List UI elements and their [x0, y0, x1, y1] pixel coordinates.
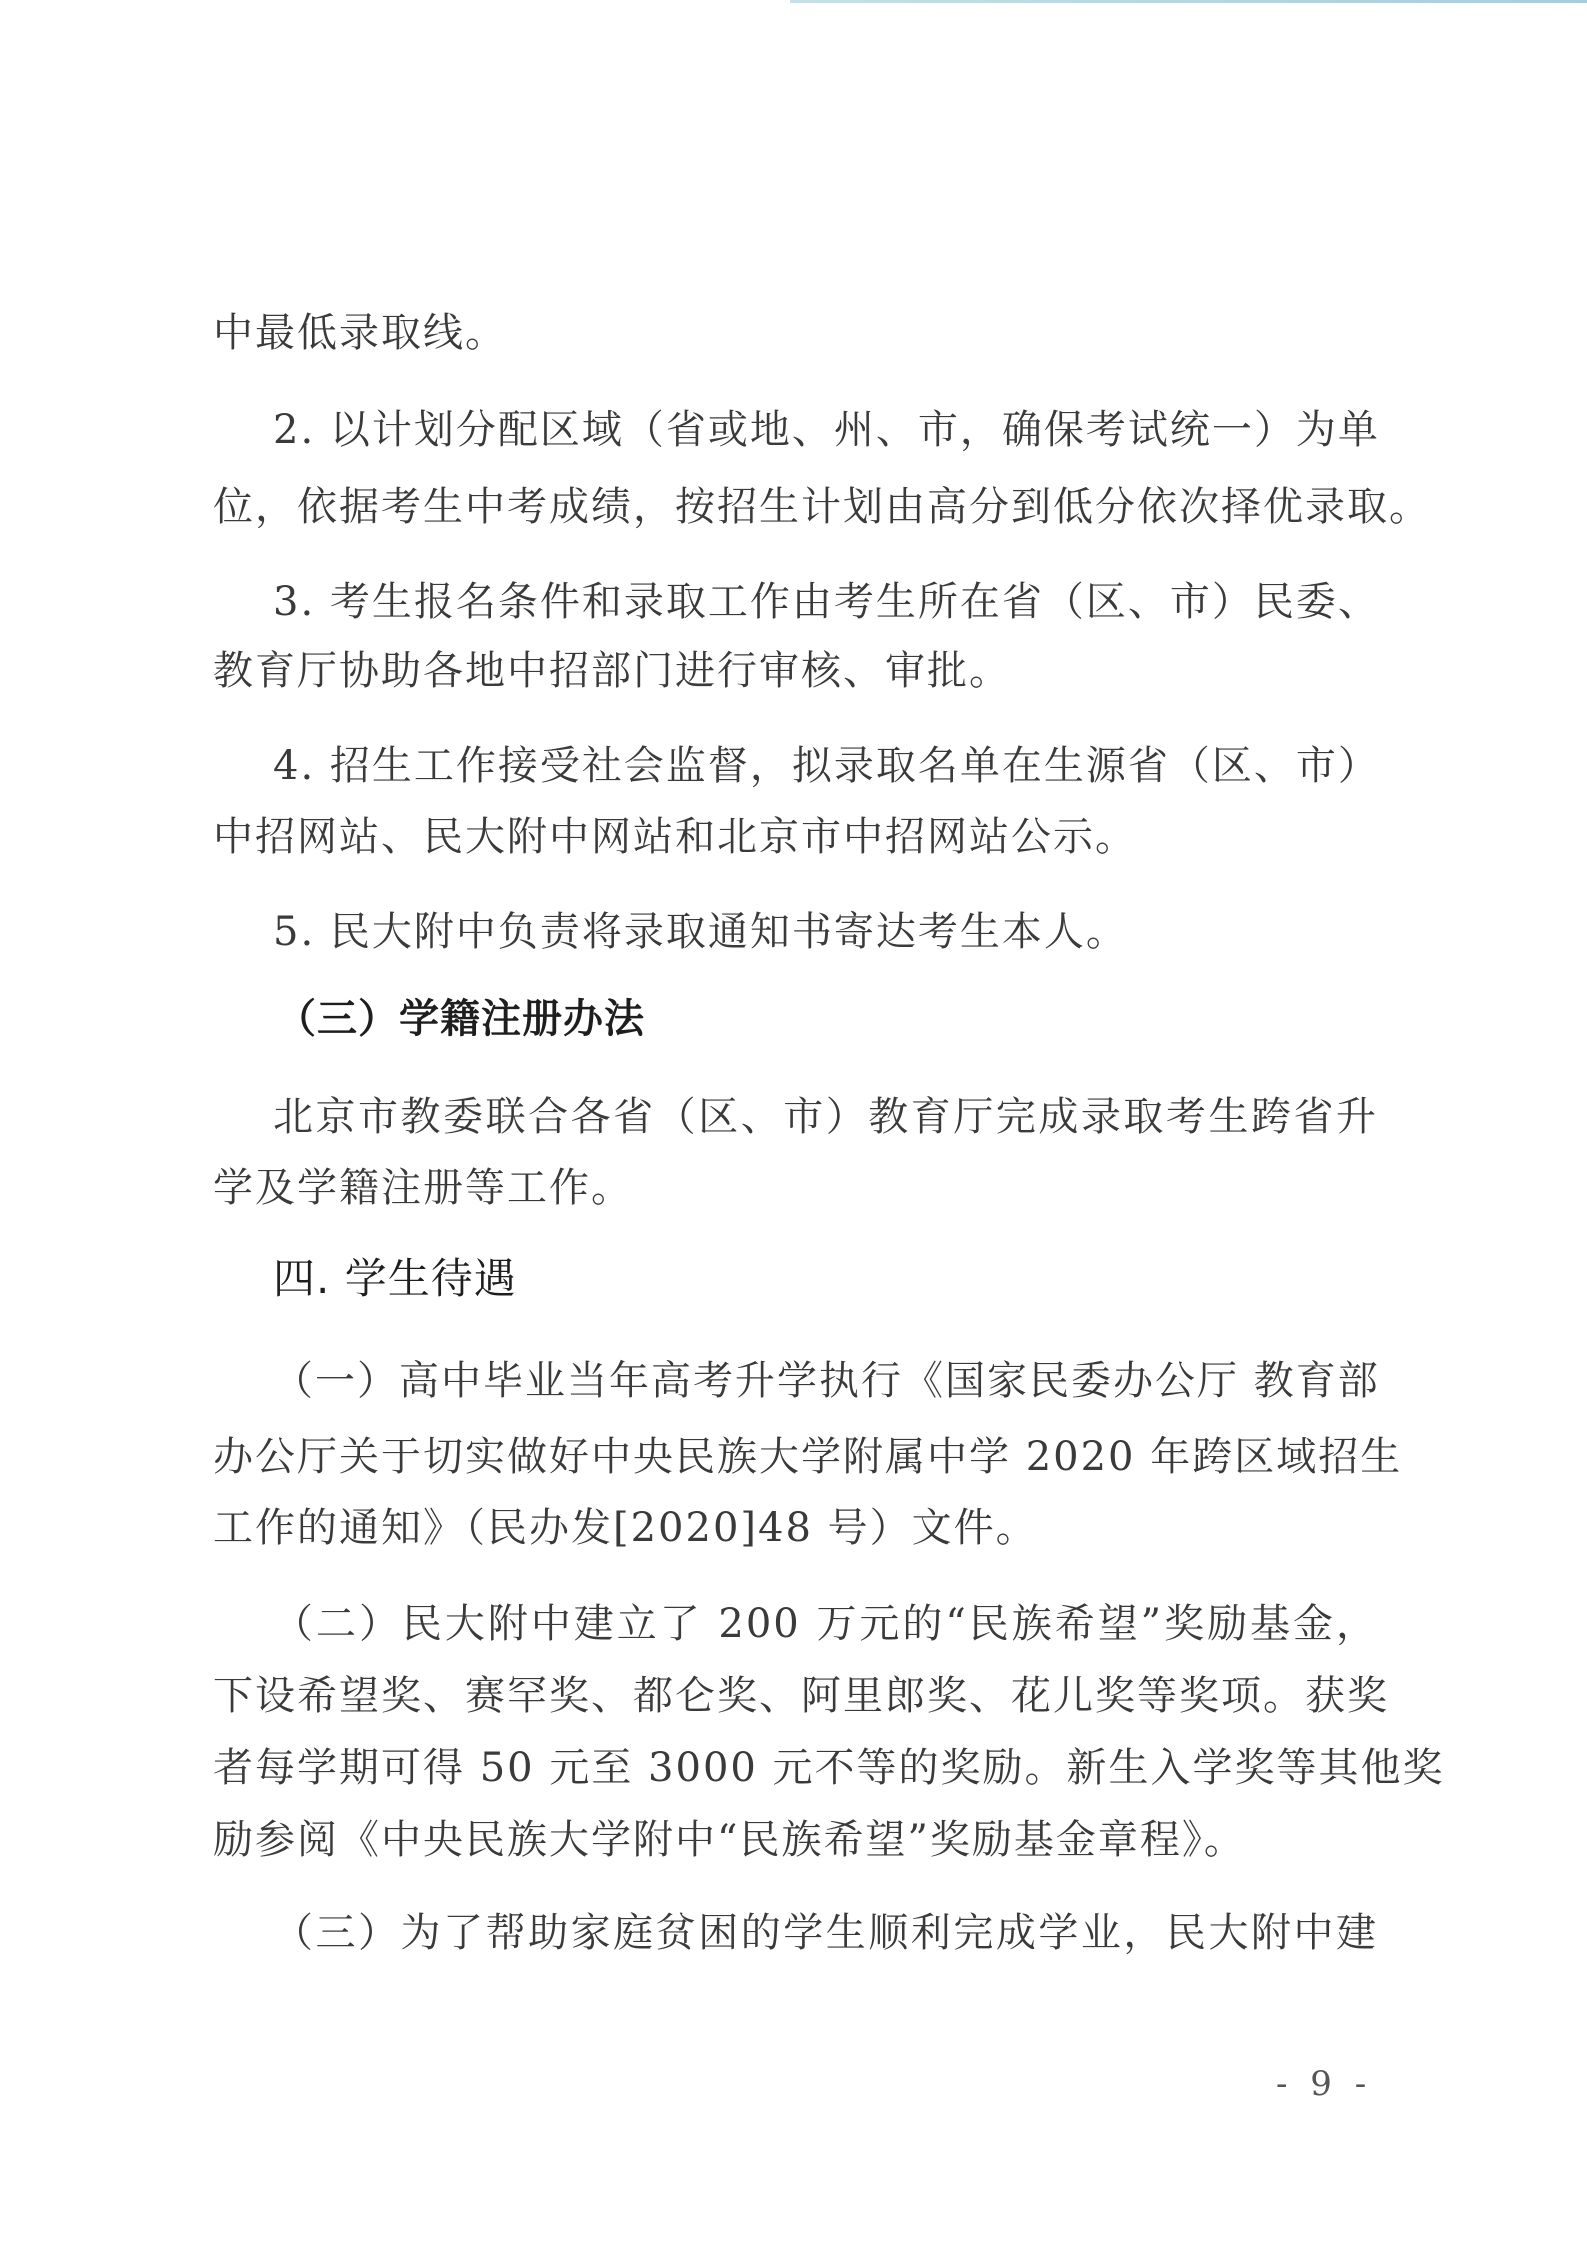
subsection-heading-registration: （三）学籍注册办法 — [276, 996, 645, 1042]
body-line-14: （二）民大附中建立了 200 万元的“民族希望”奖励基金， — [273, 1601, 1378, 1647]
body-line-16: 者每学期可得 50 元至 3000 元不等的奖励。新生入学奖等其他奖 — [213, 1745, 1445, 1791]
body-line-13: 工作的通知》（民办发[2020]48 号）文件。 — [213, 1505, 1038, 1551]
body-line-6: 4. 招生工作接受社会监督，拟录取名单在生源省（区、市） — [273, 743, 1380, 789]
body-line-17: 励参阅《中央民族大学附中“民族希望”奖励基金章程》。 — [213, 1817, 1246, 1863]
body-line-8: 5. 民大附中负责将录取通知书寄达考生本人。 — [273, 909, 1128, 955]
body-line-9: 北京市教委联合各省（区、市）教育厅完成录取考生跨省升 — [273, 1094, 1378, 1140]
body-line-2: 2. 以计划分配区域（省或地、州、市，确保考试统一）为单 — [273, 407, 1380, 453]
body-line-15: 下设希望奖、赛罕奖、都仑奖、阿里郎奖、花儿奖等奖项。获奖 — [213, 1673, 1389, 1719]
body-line-12: 办公厅关于切实做好中央民族大学附属中学 2020 年跨区域招生 — [213, 1434, 1403, 1480]
body-line-4: 3. 考生报名条件和录取工作由考生所在省（区、市）民委、 — [273, 579, 1380, 625]
body-line-3: 位，依据考生中考成绩，按招生计划由高分到低分依次择优录取。 — [213, 484, 1431, 530]
body-line-11: （一）高中毕业当年高考升学执行《国家民委办公厅 教育部 — [273, 1358, 1380, 1404]
body-line-18: （三）为了帮助家庭贫困的学生顺利完成学业，民大附中建 — [273, 1910, 1378, 1956]
body-line-1: 中最低录取线。 — [213, 310, 507, 356]
page-number: - 9 - — [1276, 2064, 1373, 2104]
section-heading-student-benefits: 四. 学生待遇 — [273, 1254, 517, 1303]
body-line-7: 中招网站、民大附中网站和北京市中招网站公示。 — [213, 814, 1137, 860]
body-line-5: 教育厅协助各地中招部门进行审核、审批。 — [213, 648, 1011, 694]
body-line-10: 学及学籍注册等工作。 — [213, 1165, 633, 1211]
